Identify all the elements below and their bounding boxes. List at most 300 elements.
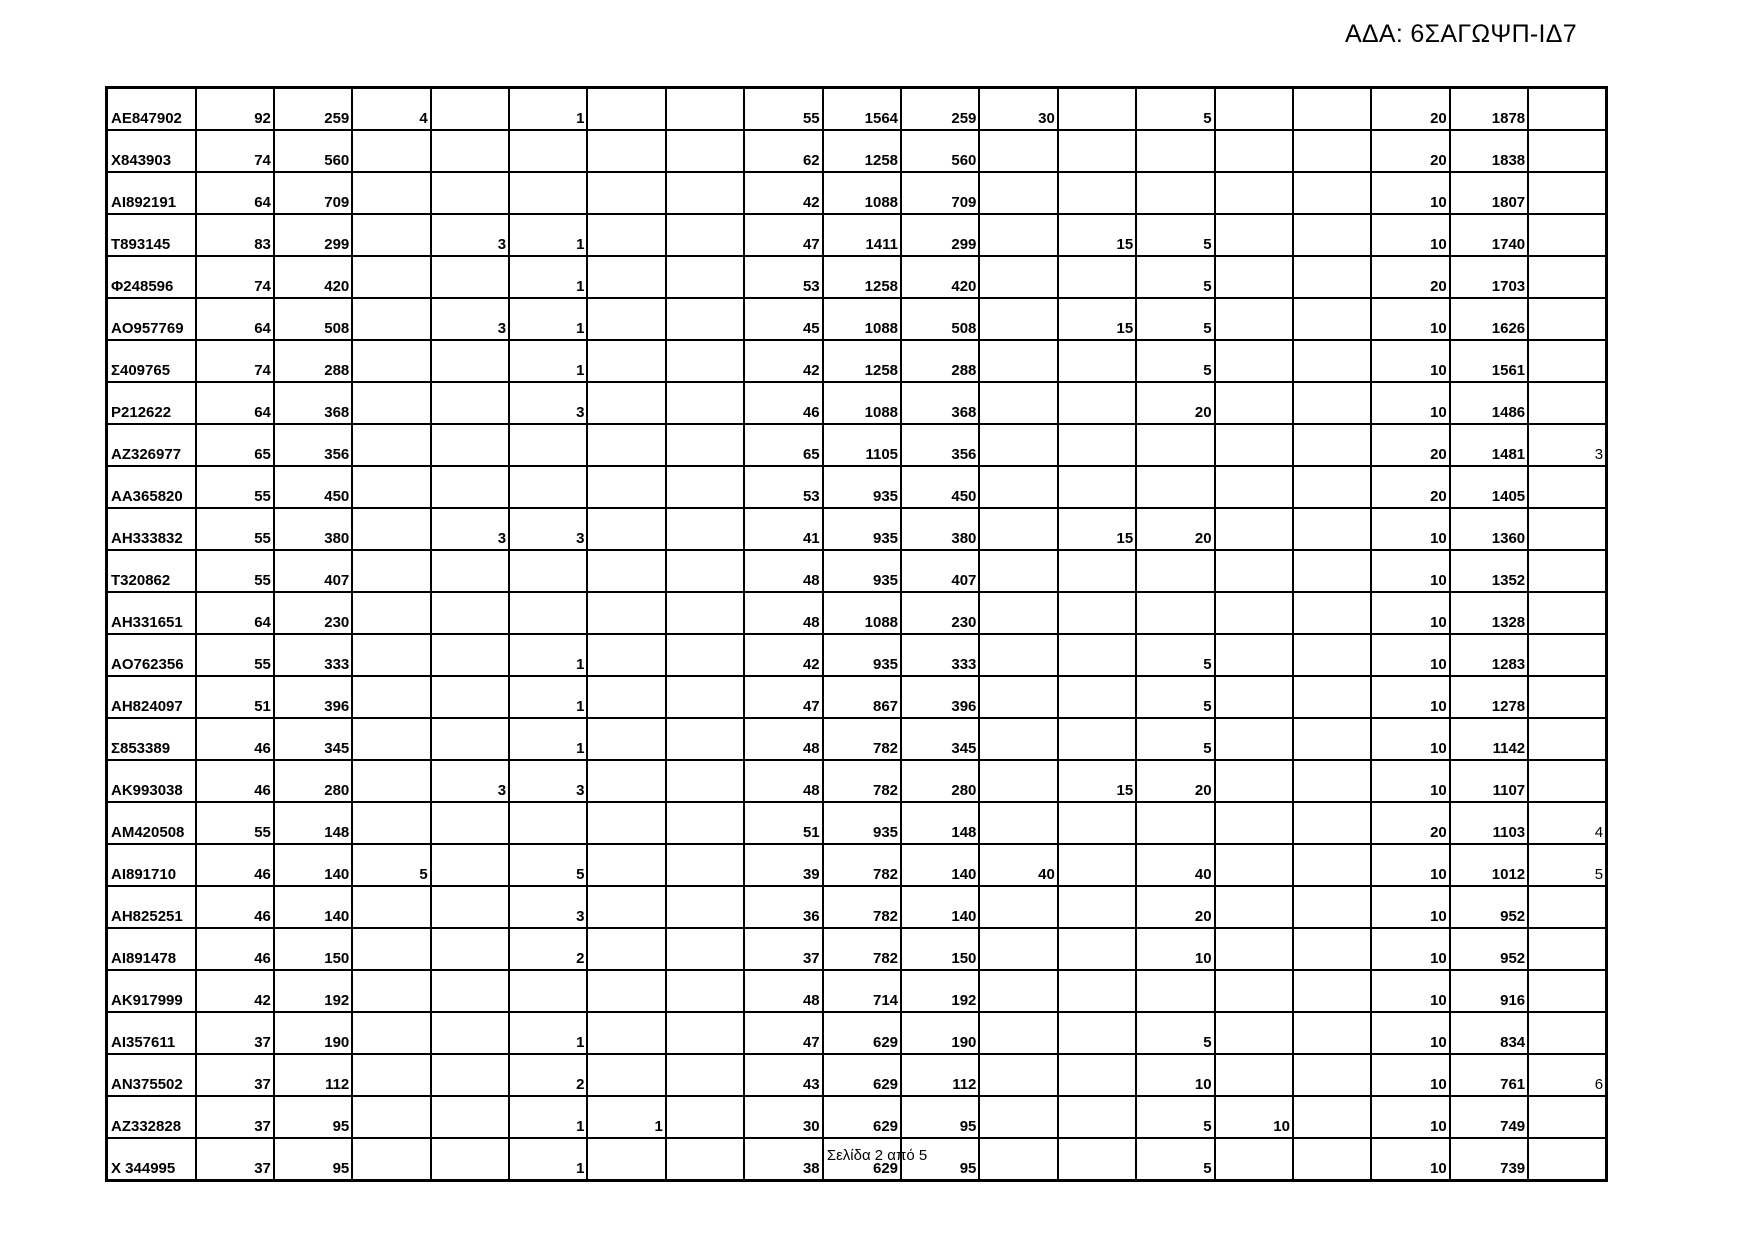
table-cell: 1360 xyxy=(1450,508,1528,550)
table-cell xyxy=(352,676,430,718)
table-cell xyxy=(666,1096,744,1138)
table-cell xyxy=(666,718,744,760)
table-cell xyxy=(509,466,587,508)
table-cell xyxy=(509,130,587,172)
table-cell xyxy=(352,886,430,928)
table-cell: 761 xyxy=(1450,1054,1528,1096)
table-cell xyxy=(352,928,430,970)
table-cell: 3 xyxy=(509,886,587,928)
table-cell: 1352 xyxy=(1450,550,1528,592)
table-cell-id: AN375502 xyxy=(107,1054,196,1096)
table-cell: 280 xyxy=(274,760,352,802)
table-cell-rank: 6 xyxy=(1528,1054,1606,1096)
table-cell: 1 xyxy=(509,676,587,718)
table-cell: 95 xyxy=(274,1096,352,1138)
table-cell-rank xyxy=(1528,550,1606,592)
table-row xyxy=(107,508,1607,550)
table-cell xyxy=(979,928,1057,970)
table-cell: 1 xyxy=(509,634,587,676)
table-cell xyxy=(1136,424,1214,466)
table-row xyxy=(107,256,1607,298)
table-cell: 1283 xyxy=(1450,634,1528,676)
table-cell: 1486 xyxy=(1450,382,1528,424)
table-cell: 10 xyxy=(1371,214,1449,256)
table-cell xyxy=(587,886,665,928)
table-cell: 1088 xyxy=(823,298,901,340)
table-cell-id: AE847902 xyxy=(107,88,196,131)
table-cell: 450 xyxy=(901,466,979,508)
table-cell xyxy=(587,424,665,466)
table-cell xyxy=(1058,1054,1136,1096)
table-cell: 15 xyxy=(1058,214,1136,256)
table-cell: 1088 xyxy=(823,172,901,214)
table-cell xyxy=(979,802,1057,844)
table-cell: 380 xyxy=(901,508,979,550)
table-cell xyxy=(587,718,665,760)
table-cell-rank xyxy=(1528,130,1606,172)
table-cell xyxy=(979,550,1057,592)
table-cell-id: AH825251 xyxy=(107,886,196,928)
table-cell xyxy=(1058,1012,1136,1054)
table-cell xyxy=(979,886,1057,928)
table-cell: 1626 xyxy=(1450,298,1528,340)
table-cell-id: Σ853389 xyxy=(107,718,196,760)
table-cell xyxy=(587,130,665,172)
table-cell: 935 xyxy=(823,550,901,592)
table-cell: 20 xyxy=(1371,256,1449,298)
table-cell: 1878 xyxy=(1450,88,1528,131)
table-cell xyxy=(1215,802,1293,844)
table-cell xyxy=(431,550,509,592)
table-cell: 95 xyxy=(901,1096,979,1138)
table-row xyxy=(107,550,1607,592)
table-cell xyxy=(352,970,430,1012)
table-cell: 368 xyxy=(901,382,979,424)
table-cell: 10 xyxy=(1371,676,1449,718)
table-cell: 20 xyxy=(1371,802,1449,844)
table-row xyxy=(107,340,1607,382)
table-cell xyxy=(1215,970,1293,1012)
table-cell: 450 xyxy=(274,466,352,508)
table-cell: 4 xyxy=(352,88,430,131)
table-cell: 5 xyxy=(1136,718,1214,760)
table-cell xyxy=(979,256,1057,298)
table-cell-rank xyxy=(1528,340,1606,382)
table-row xyxy=(107,760,1607,802)
table-cell xyxy=(1293,298,1371,340)
table-cell: 10 xyxy=(1371,634,1449,676)
table-cell-id: AM420508 xyxy=(107,802,196,844)
table-cell: 1 xyxy=(509,718,587,760)
table-cell xyxy=(666,298,744,340)
table-cell: 92 xyxy=(196,88,274,131)
table-cell xyxy=(666,424,744,466)
table-cell: 5 xyxy=(352,844,430,886)
table-cell: 42 xyxy=(196,970,274,1012)
table-cell xyxy=(979,718,1057,760)
table-cell xyxy=(666,550,744,592)
table-cell: 148 xyxy=(274,802,352,844)
table-cell: 230 xyxy=(901,592,979,634)
table-cell xyxy=(666,970,744,1012)
table-cell: 3 xyxy=(431,508,509,550)
table-cell xyxy=(666,592,744,634)
table-cell: 288 xyxy=(274,340,352,382)
table-cell xyxy=(431,718,509,760)
table-cell: 508 xyxy=(901,298,979,340)
table-cell xyxy=(1136,592,1214,634)
table-cell: 230 xyxy=(274,592,352,634)
table-cell xyxy=(1293,1054,1371,1096)
table-cell: 1107 xyxy=(1450,760,1528,802)
table-cell: 280 xyxy=(901,760,979,802)
table-cell: 47 xyxy=(744,1012,822,1054)
table-cell xyxy=(979,1012,1057,1054)
table-cell xyxy=(352,214,430,256)
table-cell: 629 xyxy=(823,1012,901,1054)
table-cell xyxy=(1215,844,1293,886)
table-cell: 1278 xyxy=(1450,676,1528,718)
table-cell: 1 xyxy=(509,214,587,256)
table-cell xyxy=(1215,928,1293,970)
table-cell-id: AO762356 xyxy=(107,634,196,676)
table-cell xyxy=(979,382,1057,424)
table-cell: 3 xyxy=(431,298,509,340)
table-cell xyxy=(587,676,665,718)
table-cell xyxy=(979,676,1057,718)
table-cell: 53 xyxy=(744,466,822,508)
table-cell xyxy=(1215,676,1293,718)
table-cell xyxy=(1058,256,1136,298)
table-cell xyxy=(352,340,430,382)
table-cell xyxy=(1215,172,1293,214)
table-cell: 629 xyxy=(823,1054,901,1096)
table-cell: 952 xyxy=(1450,928,1528,970)
table-cell: 20 xyxy=(1371,424,1449,466)
table-cell: 43 xyxy=(744,1054,822,1096)
table-row xyxy=(107,970,1607,1012)
table-cell xyxy=(1058,172,1136,214)
table-cell xyxy=(1058,1096,1136,1138)
table-cell xyxy=(1136,466,1214,508)
table-cell: 46 xyxy=(196,760,274,802)
table-cell: 1142 xyxy=(1450,718,1528,760)
table-cell xyxy=(979,970,1057,1012)
table-cell xyxy=(352,760,430,802)
table-row xyxy=(107,382,1607,424)
table-cell xyxy=(352,1096,430,1138)
table-cell-rank xyxy=(1528,1012,1606,1054)
table-cell: 1 xyxy=(509,256,587,298)
table-cell: 407 xyxy=(901,550,979,592)
table-cell xyxy=(666,802,744,844)
table-cell xyxy=(352,508,430,550)
table-cell: 5 xyxy=(1136,88,1214,131)
table-cell: 1012 xyxy=(1450,844,1528,886)
table-cell: 37 xyxy=(196,1138,274,1181)
table-cell xyxy=(587,550,665,592)
table-row xyxy=(107,718,1607,760)
table-cell: 5 xyxy=(1136,676,1214,718)
table-cell: 10 xyxy=(1136,1054,1214,1096)
table-cell: 46 xyxy=(744,382,822,424)
table-cell-rank xyxy=(1528,970,1606,1012)
table-cell: 65 xyxy=(196,424,274,466)
table-cell: 15 xyxy=(1058,508,1136,550)
table-cell xyxy=(352,550,430,592)
table-cell xyxy=(509,424,587,466)
table-cell-id: AO957769 xyxy=(107,298,196,340)
table-cell: 739 xyxy=(1450,1138,1528,1181)
table-cell-id: X843903 xyxy=(107,130,196,172)
table-cell: 1 xyxy=(509,1096,587,1138)
table-row xyxy=(107,172,1607,214)
table-cell: 30 xyxy=(744,1096,822,1138)
table-cell-rank xyxy=(1528,760,1606,802)
table-cell: 74 xyxy=(196,130,274,172)
table-row xyxy=(107,1012,1607,1054)
table-cell: 48 xyxy=(744,970,822,1012)
table-cell: 53 xyxy=(744,256,822,298)
table-cell xyxy=(1215,424,1293,466)
table-cell: 55 xyxy=(196,466,274,508)
table-cell xyxy=(587,844,665,886)
table-cell xyxy=(979,214,1057,256)
table-cell: 629 xyxy=(823,1096,901,1138)
table-cell: 508 xyxy=(274,298,352,340)
table-cell xyxy=(666,1012,744,1054)
table-cell: 83 xyxy=(196,214,274,256)
table-cell-id: AK917999 xyxy=(107,970,196,1012)
table-cell xyxy=(1215,256,1293,298)
table-row xyxy=(107,130,1607,172)
table-cell: 46 xyxy=(196,928,274,970)
table-row xyxy=(107,676,1607,718)
table-cell xyxy=(1293,634,1371,676)
table-cell: 259 xyxy=(274,88,352,131)
table-cell: 190 xyxy=(901,1012,979,1054)
table-cell xyxy=(1215,340,1293,382)
table-cell: 51 xyxy=(196,676,274,718)
table-row xyxy=(107,802,1607,844)
table-cell-rank xyxy=(1528,718,1606,760)
table-cell: 62 xyxy=(744,130,822,172)
page-number: Σελίδα 2 από 5 xyxy=(826,1147,928,1164)
table-cell: 150 xyxy=(274,928,352,970)
table-cell: 42 xyxy=(744,172,822,214)
table-cell: 935 xyxy=(823,802,901,844)
table-cell: 39 xyxy=(744,844,822,886)
table-row xyxy=(107,466,1607,508)
table-cell xyxy=(666,676,744,718)
table-cell xyxy=(1136,172,1214,214)
table-cell xyxy=(1215,1012,1293,1054)
table-cell: 345 xyxy=(901,718,979,760)
table-cell xyxy=(431,634,509,676)
table-cell: 30 xyxy=(979,88,1057,131)
table-cell: 41 xyxy=(744,508,822,550)
table-cell: 42 xyxy=(744,634,822,676)
table-cell: 1 xyxy=(509,340,587,382)
table-cell xyxy=(666,466,744,508)
table-cell: 560 xyxy=(274,130,352,172)
table-cell xyxy=(431,1054,509,1096)
table-cell xyxy=(587,802,665,844)
table-cell xyxy=(1293,718,1371,760)
table-cell-id: AI357611 xyxy=(107,1012,196,1054)
table-cell xyxy=(1293,886,1371,928)
table-cell xyxy=(1293,592,1371,634)
table-cell: 709 xyxy=(274,172,352,214)
table-cell xyxy=(666,760,744,802)
table-cell: 1561 xyxy=(1450,340,1528,382)
table-cell xyxy=(587,466,665,508)
table-cell xyxy=(1058,88,1136,131)
table-cell: 356 xyxy=(274,424,352,466)
table-cell: 709 xyxy=(901,172,979,214)
table-cell-rank xyxy=(1528,256,1606,298)
table-cell: 396 xyxy=(901,676,979,718)
table-cell: 46 xyxy=(196,718,274,760)
table-cell-id: Σ409765 xyxy=(107,340,196,382)
table-cell xyxy=(1215,214,1293,256)
table-cell: 1105 xyxy=(823,424,901,466)
table-cell xyxy=(1293,466,1371,508)
table-cell: 952 xyxy=(1450,886,1528,928)
table-cell xyxy=(431,340,509,382)
table-cell: 782 xyxy=(823,718,901,760)
table-cell xyxy=(352,634,430,676)
table-cell-rank: 4 xyxy=(1528,802,1606,844)
table-cell xyxy=(431,928,509,970)
table-cell xyxy=(587,214,665,256)
table-cell: 356 xyxy=(901,424,979,466)
table-cell: 1088 xyxy=(823,592,901,634)
table-cell xyxy=(1058,718,1136,760)
table-cell: 1258 xyxy=(823,130,901,172)
table-cell: 5 xyxy=(1136,214,1214,256)
table-row xyxy=(107,928,1607,970)
table-cell: 20 xyxy=(1371,130,1449,172)
table-cell xyxy=(666,886,744,928)
table-cell: 10 xyxy=(1371,760,1449,802)
table-cell xyxy=(587,1054,665,1096)
table-cell: 10 xyxy=(1371,550,1449,592)
table-cell xyxy=(431,1012,509,1054)
table-cell: 20 xyxy=(1136,760,1214,802)
table-cell xyxy=(666,340,744,382)
table-cell: 10 xyxy=(1371,886,1449,928)
table-cell xyxy=(1058,592,1136,634)
table-cell xyxy=(352,130,430,172)
table-cell xyxy=(979,298,1057,340)
table-cell-rank xyxy=(1528,634,1606,676)
table-cell: 20 xyxy=(1136,886,1214,928)
table-cell: 10 xyxy=(1371,382,1449,424)
table-cell xyxy=(587,508,665,550)
table-cell xyxy=(587,88,665,131)
table-cell xyxy=(1215,88,1293,131)
table-cell: 867 xyxy=(823,676,901,718)
table-cell: 47 xyxy=(744,214,822,256)
table-cell xyxy=(509,550,587,592)
table-cell: 20 xyxy=(1136,508,1214,550)
table-cell-id: Φ248596 xyxy=(107,256,196,298)
table-cell: 782 xyxy=(823,886,901,928)
table-cell xyxy=(352,1012,430,1054)
table-cell: 10 xyxy=(1371,1138,1449,1181)
table-cell xyxy=(431,424,509,466)
table-cell: 74 xyxy=(196,340,274,382)
table-cell: 380 xyxy=(274,508,352,550)
table-cell-id: AH333832 xyxy=(107,508,196,550)
table-cell xyxy=(1058,340,1136,382)
table-cell xyxy=(352,466,430,508)
table-cell xyxy=(431,466,509,508)
table-cell: 1103 xyxy=(1450,802,1528,844)
table-cell: 15 xyxy=(1058,298,1136,340)
table-cell: 48 xyxy=(744,550,822,592)
table-row xyxy=(107,886,1607,928)
table-cell xyxy=(1058,844,1136,886)
table-cell xyxy=(587,340,665,382)
table-cell-rank xyxy=(1528,172,1606,214)
table-cell xyxy=(666,130,744,172)
table-row xyxy=(107,1096,1607,1138)
table-cell: 259 xyxy=(901,88,979,131)
table-cell: 333 xyxy=(274,634,352,676)
table-cell: 140 xyxy=(901,886,979,928)
table-cell xyxy=(431,592,509,634)
table-row xyxy=(107,424,1607,466)
table-cell xyxy=(587,382,665,424)
table-cell: 299 xyxy=(274,214,352,256)
table-cell xyxy=(587,970,665,1012)
table-cell xyxy=(352,592,430,634)
table-cell xyxy=(1136,130,1214,172)
table-cell: 1258 xyxy=(823,256,901,298)
table-cell: 5 xyxy=(1136,1012,1214,1054)
table-cell: 2 xyxy=(509,1054,587,1096)
table-cell: 10 xyxy=(1215,1096,1293,1138)
table-cell: 95 xyxy=(901,1138,979,1181)
table-cell-id: AK993038 xyxy=(107,760,196,802)
table-cell-id: AA365820 xyxy=(107,466,196,508)
table-cell xyxy=(979,1096,1057,1138)
table-cell: 1258 xyxy=(823,340,901,382)
table-cell-rank xyxy=(1528,676,1606,718)
table-cell: 396 xyxy=(274,676,352,718)
table-cell: 935 xyxy=(823,508,901,550)
table-cell xyxy=(1215,886,1293,928)
table-cell xyxy=(509,802,587,844)
table-cell: 48 xyxy=(744,592,822,634)
table-cell-rank xyxy=(1528,928,1606,970)
table-cell xyxy=(509,592,587,634)
table-cell-rank xyxy=(1528,214,1606,256)
table-cell: 64 xyxy=(196,592,274,634)
table-cell xyxy=(587,172,665,214)
table-cell: 64 xyxy=(196,172,274,214)
table-cell-rank xyxy=(1528,592,1606,634)
table-cell: 10 xyxy=(1371,1012,1449,1054)
table-cell: 140 xyxy=(901,844,979,886)
table-cell xyxy=(979,634,1057,676)
table-cell: 3 xyxy=(509,382,587,424)
table-cell: 45 xyxy=(744,298,822,340)
table-cell: 3 xyxy=(509,508,587,550)
table-cell: 47 xyxy=(744,676,822,718)
